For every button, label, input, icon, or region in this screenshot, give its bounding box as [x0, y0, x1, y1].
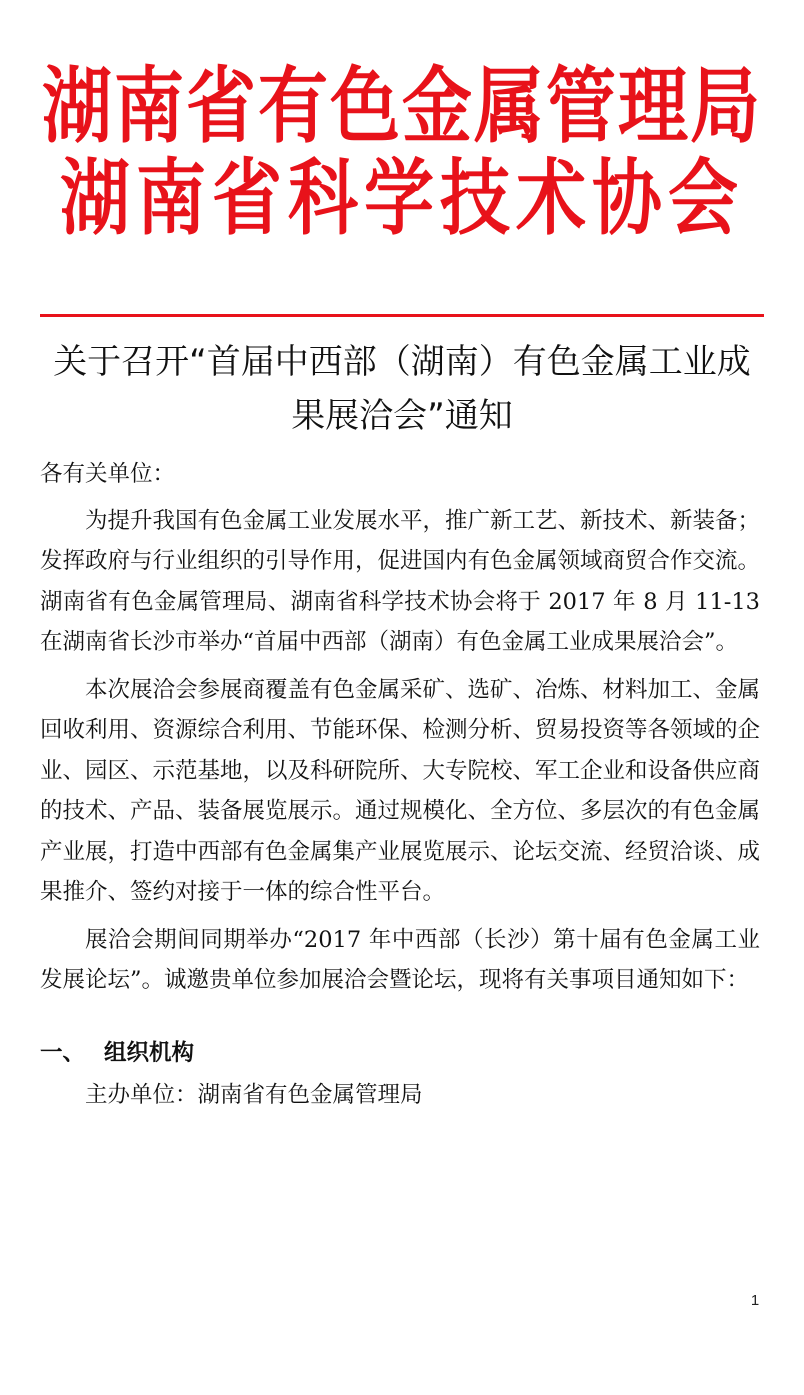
letterhead-line-2: 湖南省科学技术协会 [60, 149, 744, 247]
document-title [40, 335, 764, 443]
red-divider-line [40, 314, 764, 317]
letterhead [40, 57, 764, 247]
title-line-1: 关于召开“首届中西部（湖南）有色金属工业成 [53, 342, 751, 382]
salutation: 各有关单位： [40, 461, 176, 487]
section-heading-text: 组织机构 [104, 1039, 195, 1066]
document-body [40, 454, 760, 1116]
paragraph-1: 为提升我国有色金属工业发展水平，推广新工艺、新技术、新装备；发挥政府与行业组织的引导作用，促进国内有色金属领域商贸合作交流。湖南省有色金属管理局、湖南省科学技术协会将于 2017 年 8 月 11-13 在湖南省长沙市举办“首届中西部（湖南）有色金属工业成果展洽会”。 [40, 507, 761, 655]
paragraph-3: 展洽会期间同期举办“2017 年中西部（长沙）第十届有色金属工业发展论坛”。诚邀贵单位参加展洽会暨论坛，现将有关事项目通知如下： [40, 926, 760, 993]
title-line-2: 果展洽会”通知 [291, 396, 513, 436]
section-heading-organization [40, 1033, 760, 1074]
page-number: 1 [750, 1292, 760, 1309]
letterhead-line-1: 湖南省有色金属管理局 [42, 57, 762, 155]
organizer-line: 主办单位：湖南省有色金属管理局 [85, 1082, 423, 1108]
section-number: 一、 [40, 1039, 86, 1066]
paragraph-2: 本次展洽会参展商覆盖有色金属采矿、选矿、冶炼、材料加工、金属回收利用、资源综合利用、节能环保、检测分析、贸易投资等各领域的企业、园区、示范基地，以及科研院所、大专院校、军工企业和设备供应商的技术、产品、装备展览展示。通过规模化、全方位、多层次的有色金属产业展，打造中西部有色金属集产业展览展示、论坛交流、经贸洽谈、成果推介、签约对接于一体的综合性平台。 [40, 676, 761, 905]
